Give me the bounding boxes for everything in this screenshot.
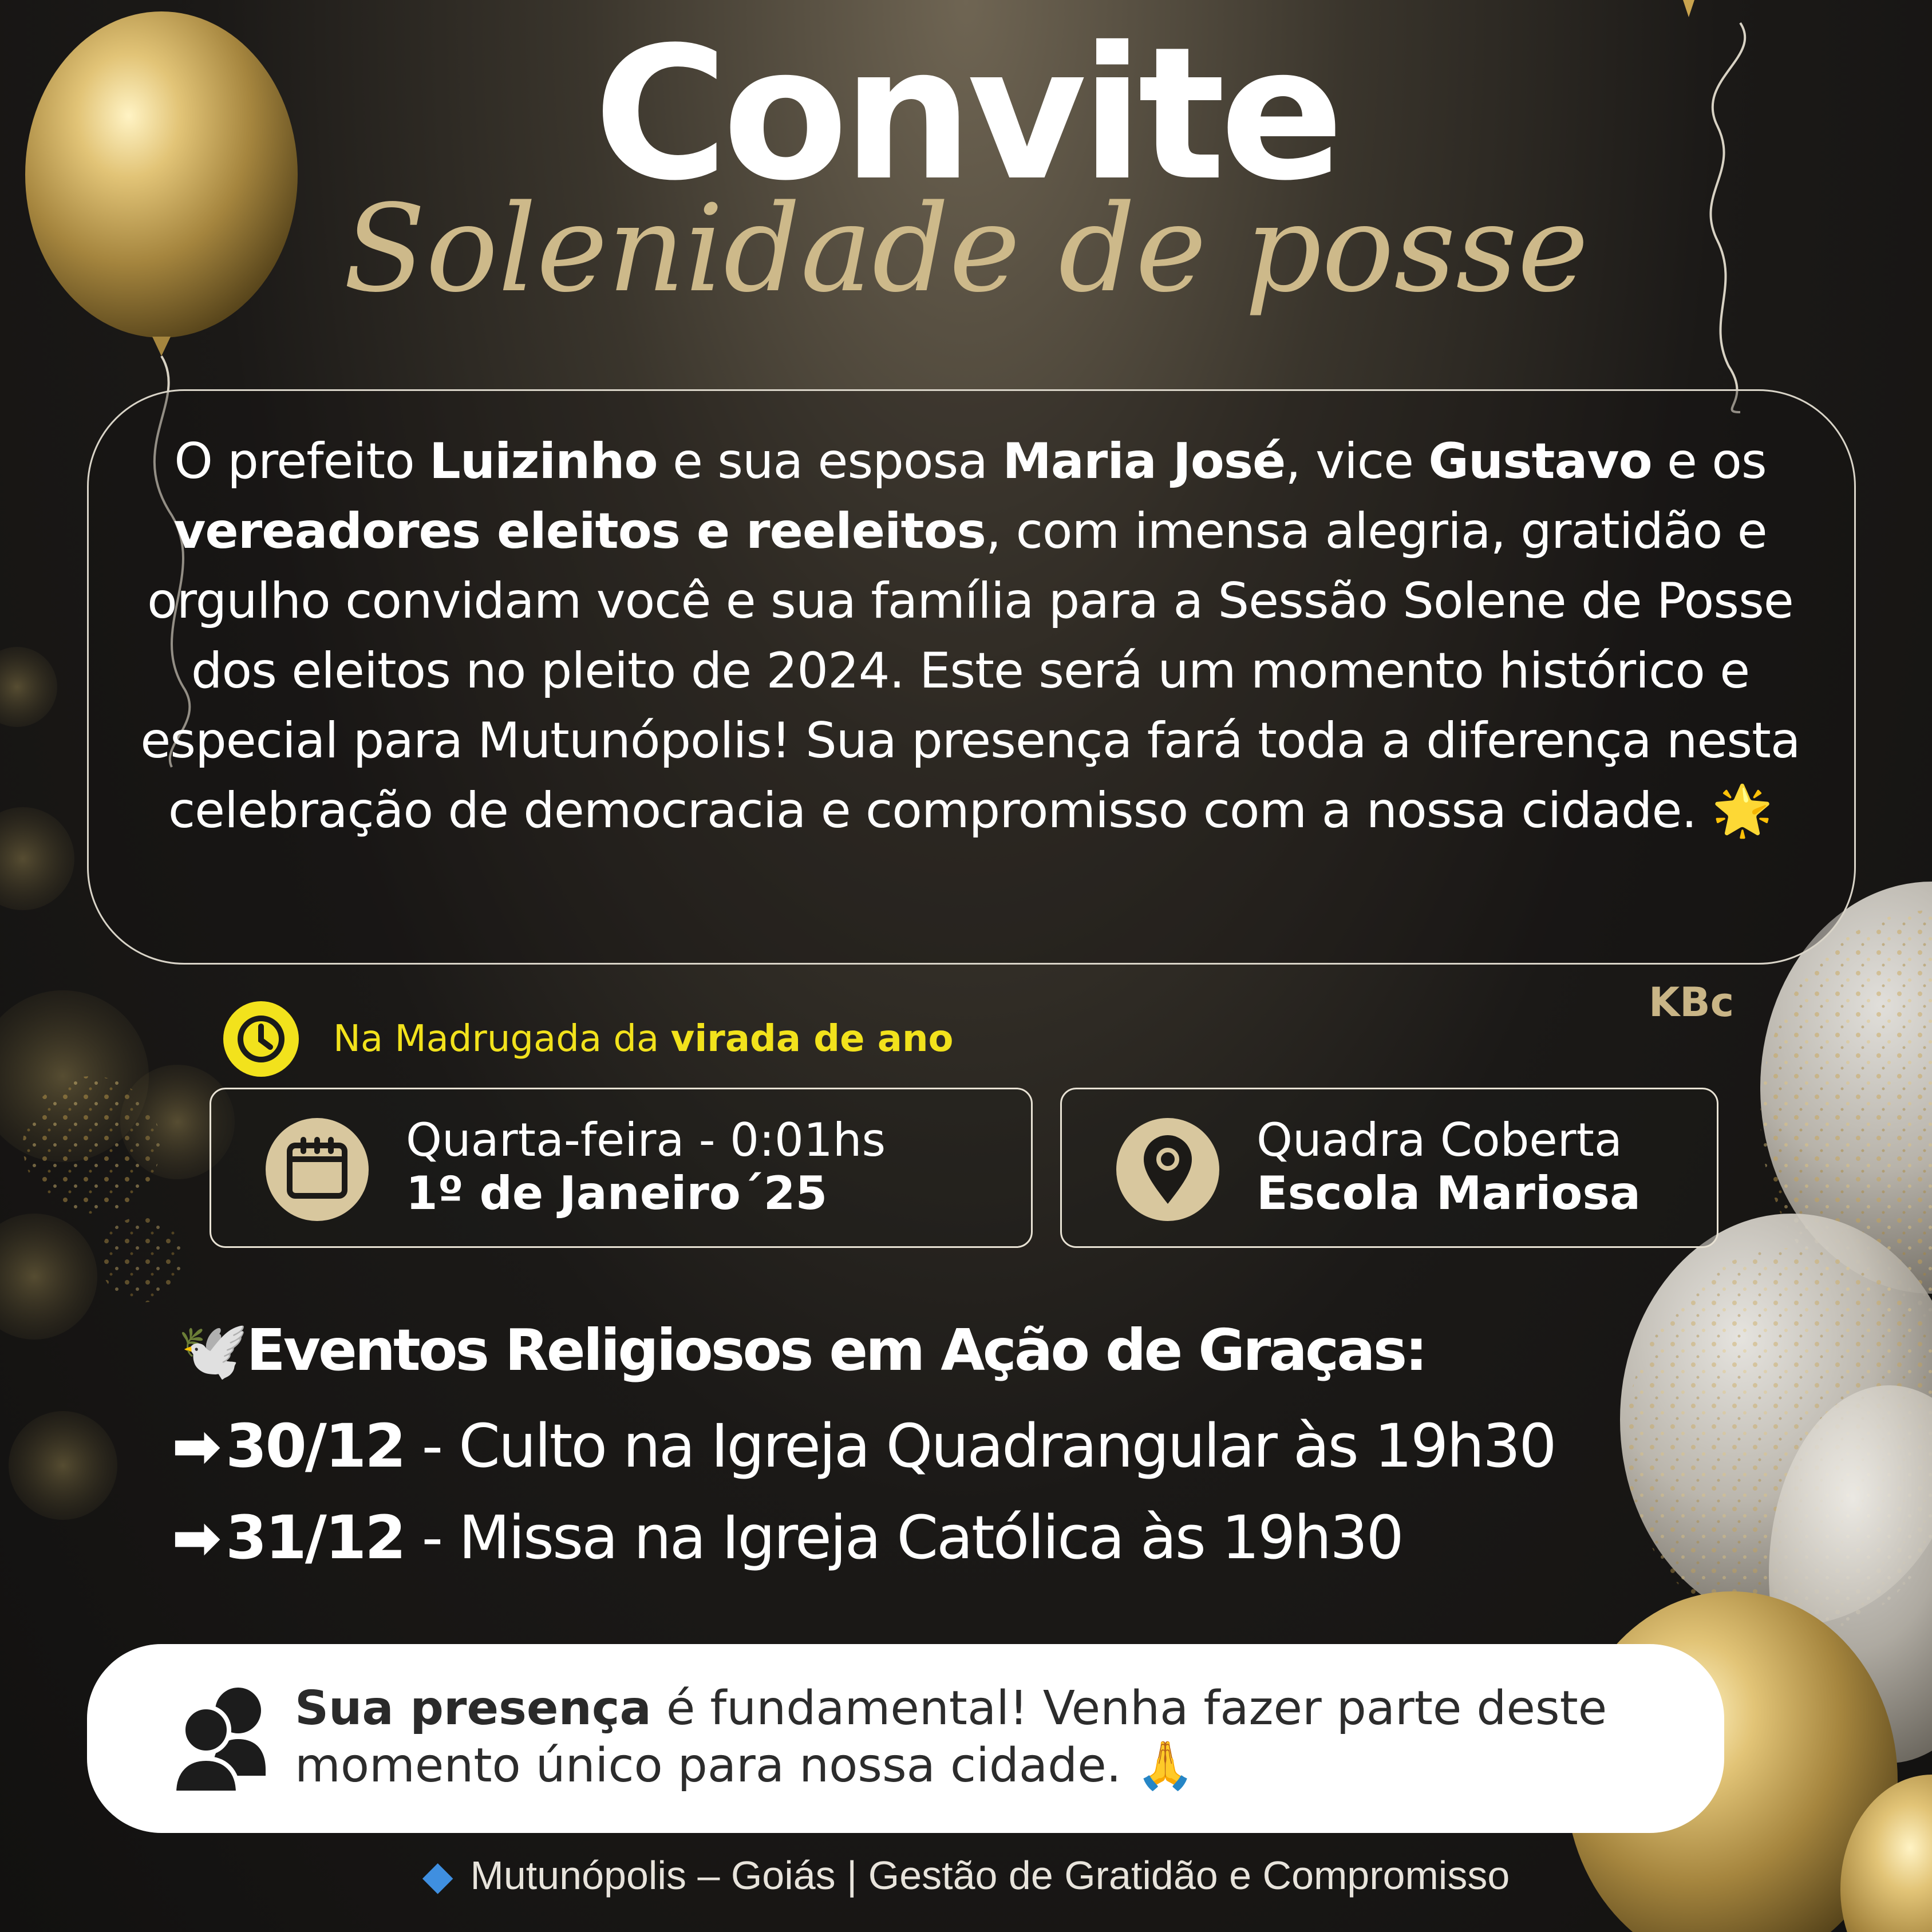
- date-card: [210, 1088, 1033, 1248]
- signature-mark: KBc: [1649, 979, 1735, 1026]
- timing-prefix: Na Madrugada da: [333, 1018, 671, 1060]
- invitation-part1: O prefeito: [174, 433, 430, 490]
- wife-name: Maria José: [1002, 433, 1286, 490]
- timing-text: [333, 1018, 954, 1060]
- date-card-weekday: Quarta-feira - 0:01hs: [406, 1113, 886, 1167]
- presence-message: [295, 1680, 1669, 1795]
- poster-subtitle: Solenidade de posse: [343, 179, 1589, 319]
- praying-hands-icon: 🙏: [1136, 1739, 1195, 1793]
- religious-events-title: [177, 1317, 1425, 1384]
- invitation-part3: , vice: [1285, 433, 1429, 490]
- people-group-icon: [167, 1684, 282, 1799]
- event-description: - Missa na Igreja Católica às 19h30: [404, 1503, 1402, 1573]
- timing-highlight: virada de ano: [670, 1018, 954, 1060]
- dove-icon: 🕊️: [177, 1317, 247, 1384]
- event-date: 31/12: [226, 1503, 405, 1573]
- place-card-venue: Quadra Coberta: [1257, 1113, 1622, 1167]
- arrow-right-icon: ➡: [172, 1503, 220, 1573]
- invitation-part2: e sua esposa: [657, 433, 1003, 490]
- calendar-icon: [266, 1118, 369, 1221]
- event-item: [172, 1411, 1555, 1481]
- religious-title-text: Eventos Religiosos em Ação de Graças:: [246, 1317, 1426, 1384]
- footer-text: Mutunópolis – Goiás | Gestão de Gratidão e Compromisso: [470, 1853, 1510, 1898]
- mayor-name: Luizinho: [429, 433, 658, 490]
- invitation-part4: e os: [1652, 433, 1767, 490]
- event-description: - Culto na Igreja Quadrangular às 19h30: [404, 1411, 1555, 1481]
- presence-text-body: é fundamental! Venha fazer parte deste momento único para nossa cidade.: [295, 1681, 1607, 1793]
- vice-name: Gustavo: [1428, 433, 1652, 490]
- place-card: [1060, 1088, 1718, 1248]
- presence-bold: Sua presença: [295, 1681, 651, 1736]
- councilors-label: vereadores eleitos e reeleitos: [173, 503, 986, 560]
- poster-title: Convite: [594, 8, 1338, 221]
- event-date: 30/12: [226, 1411, 405, 1481]
- invitation-text: [117, 426, 1823, 846]
- invitation-part5: , com imensa alegria, gratidão e orgulho convidam você e sua família para a Sessão Solene de Posse dos eleitos no pleito de 2024. Este será um momento histórico e especial para Mutunópolis! Sua presença fará toda a diferença nesta celebração de democracia e compromisso com a nossa cidade.: [140, 503, 1800, 839]
- arrow-right-icon: ➡: [172, 1411, 220, 1481]
- diamond-icon: ◆: [422, 1853, 453, 1898]
- clock-icon: [223, 1001, 299, 1077]
- event-item: [172, 1503, 1402, 1573]
- date-card-date: 1º de Janeiro´25: [406, 1167, 828, 1220]
- place-card-school: Escola Mariosa: [1257, 1167, 1641, 1220]
- footer: [0, 1852, 1932, 1899]
- timing-row: [223, 1002, 954, 1076]
- sparkle-icon: 🌟: [1712, 782, 1773, 839]
- location-pin-icon: [1116, 1118, 1219, 1221]
